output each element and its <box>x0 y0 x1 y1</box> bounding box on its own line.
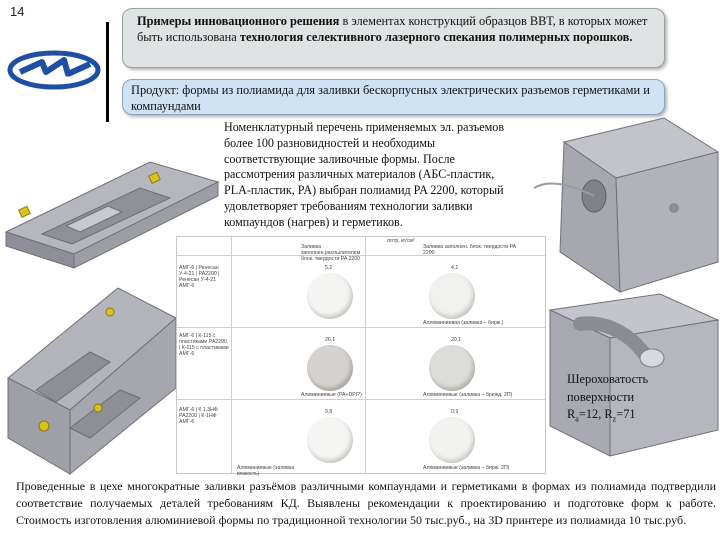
title-bold-2: технология селективного лазерного спекания полимерных порошков. <box>239 30 633 45</box>
sample-disc <box>429 417 475 463</box>
sample-disc <box>307 417 353 463</box>
table-value: 4,1 <box>451 265 459 271</box>
table-col-header-2: Заливка заполнен. блок. твердости PA 2200 <box>423 244 516 256</box>
slide-number: 14 <box>10 4 25 19</box>
roughness-label <box>567 371 667 424</box>
table-value: 0,9 <box>451 409 459 415</box>
table-row-label: АМГ-6 | Ренесан У-4-21 | PA2200 | Ренесан У-4-21 АМГ-6 <box>179 265 220 289</box>
table-value: 5,2 <box>325 265 333 271</box>
test-results-table <box>176 236 546 477</box>
roughness-line-1: Шероховатость <box>567 372 649 386</box>
table-note: Алюминиевые (заливка – бирж. 2П) <box>423 465 510 471</box>
table-row-label: АМГ-6 | К 1,3НФ PA2200 | К-1НФ АМГ-6 <box>179 407 218 425</box>
table-value: 26,1 <box>325 337 336 343</box>
sample-disc <box>307 345 353 391</box>
company-logo <box>6 48 102 92</box>
title-bold-1: Примеры инновационного решения <box>137 14 340 28</box>
sample-disc <box>307 273 353 319</box>
mold-part-image-2 <box>0 278 176 478</box>
roughness-values: $R_a=12$, $R_z=71$ <box>567 407 636 424</box>
table-note: Алюминиевые (PA+DPI?) <box>301 392 362 398</box>
roughness-line-2: поверхности <box>567 389 635 404</box>
conclusion-text: Проведенные в цехе многократные заливки разъёмов различными компаундами и герметиками в формах из полиамида подтвердили соответствие получаемых деталей требованиям КД. Выявлены рекомендации к проектированию и подготовке форм к работе. Стоимость изготовления алюминиевой формы по традиционной технологии 50 тыс.руб., на 3D принтере из полиамида 10 тыс.руб. <box>16 479 716 527</box>
table-header-top: σотр, кг/см² <box>387 238 415 244</box>
sample-disc <box>429 345 475 391</box>
table-note: Алюминиевые (заливка вязкость) <box>237 465 295 477</box>
title-box <box>122 8 665 68</box>
title-text: в элементах конструкций образцов ВВТ, в которых может быть использована <box>137 14 648 45</box>
product-box: Продукт: формы из полиамида для заливки бескорпусных электрических разъемов герметиками и компаундами <box>122 79 665 115</box>
table-value: 20,1 <box>451 337 462 343</box>
description-text: Номенклатурный перечень применяемых эл. разъемов более 100 разновидностей и необходимы соответствующие заливочные формы. После рассмотрения различных материалов (АБС-пластик, PLA-пластик, PA) выбран полиамид PA 2200, который удовлетворяет требованиям технологии заливки компаундов (нагрев) и герметиков. <box>224 120 505 229</box>
sample-disc <box>429 273 475 319</box>
table-note: Алюминиевые (заливка – брежд. 2П) <box>423 392 513 398</box>
vertical-divider <box>106 22 109 122</box>
table-value: 9,8 <box>325 409 333 415</box>
table-col-header-1: Заливка заполнен.распылителем блок. твердости PA 2200 <box>301 244 361 262</box>
mold-part-image-3 <box>524 112 720 294</box>
table-note: Аллюминиевая (заливка – бирж.) <box>423 320 504 326</box>
table-row-label: АМГ-6 | К-115 с пластиками PA2200 | К-115 с пластиками АМГ-6 <box>179 333 229 357</box>
